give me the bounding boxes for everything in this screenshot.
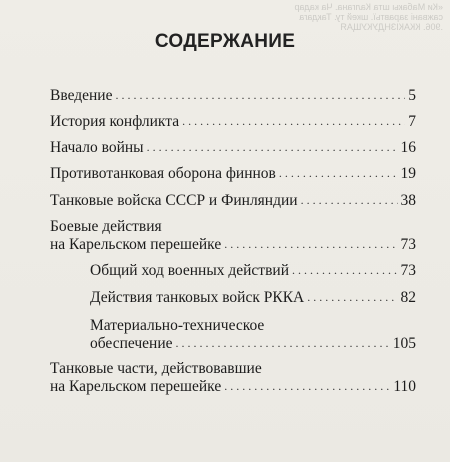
toc-entry-label: Противотанковая оборона финнов [50, 165, 276, 182]
leader-dots [224, 235, 397, 253]
toc-entry-label: Начало войны [50, 139, 144, 156]
leader-dots [292, 261, 398, 279]
toc-entry-history[interactable] [50, 113, 416, 131]
toc-entry-label: История конфликта [50, 113, 180, 130]
toc-page-number: 110 [393, 378, 416, 395]
leader-dots [147, 138, 398, 156]
toc-entry-war-start[interactable] [50, 139, 416, 157]
toc-page-number: 5 [408, 87, 416, 104]
toc-entry-tank-forces[interactable] [50, 192, 416, 210]
leader-dots [279, 164, 398, 182]
toc-subentry-logistics[interactable] [90, 317, 416, 353]
toc-entry-label-line1: Танковые части, действовавшие [50, 360, 262, 377]
toc-entry-label-line1: Боевые действия [50, 218, 162, 235]
leader-dots [182, 112, 405, 130]
toc-entry-intro[interactable] [50, 87, 416, 105]
leader-dots [115, 86, 405, 104]
leader-dots [224, 377, 390, 395]
toc-entry-label: обеспечение [90, 335, 173, 352]
page-title: СОДЕРЖАНИЕ [154, 31, 296, 52]
leader-dots [307, 288, 397, 306]
toc-entry-label: на Карельском перешейке [50, 378, 222, 395]
toc-page-number: 73 [400, 262, 416, 279]
toc-entry-label-line1: Материально-техническое [90, 317, 265, 334]
toc-entry-label: на Карельском перешейке [50, 236, 222, 253]
toc-page-number: 105 [392, 335, 416, 352]
toc-page-number: 7 [408, 113, 416, 130]
toc-page-number: 38 [400, 192, 416, 209]
toc-entry-combat-karelian[interactable] [50, 218, 416, 254]
toc-page-number: 82 [400, 289, 416, 306]
toc-page-number: 73 [400, 236, 416, 253]
toc-subentry-general-course[interactable] [90, 262, 416, 280]
toc-entry-tank-units[interactable] [50, 360, 416, 396]
toc-page-number: 16 [400, 139, 416, 156]
toc-entry-label: Введение [50, 87, 113, 104]
toc-subentry-rkka-tanks[interactable] [90, 289, 416, 307]
bleed-through-text: «Ки Мабакы шта Калгана. Ча кадар сажвані заравтьї. шкей ту. Такдага .906. ККАКІЗНДУКУЩАЯ [294, 2, 443, 32]
leader-dots [301, 191, 398, 209]
toc-entry-label: Действия танковых войск РККА [90, 289, 305, 306]
toc-entry-label: Общий ход военных действий [90, 262, 289, 279]
toc-entry-antitank-defense[interactable] [50, 165, 416, 183]
toc-entry-label: Танковые войска СССР и Финляндии [50, 192, 298, 209]
toc-page-number: 19 [400, 165, 416, 182]
leader-dots [176, 334, 390, 352]
